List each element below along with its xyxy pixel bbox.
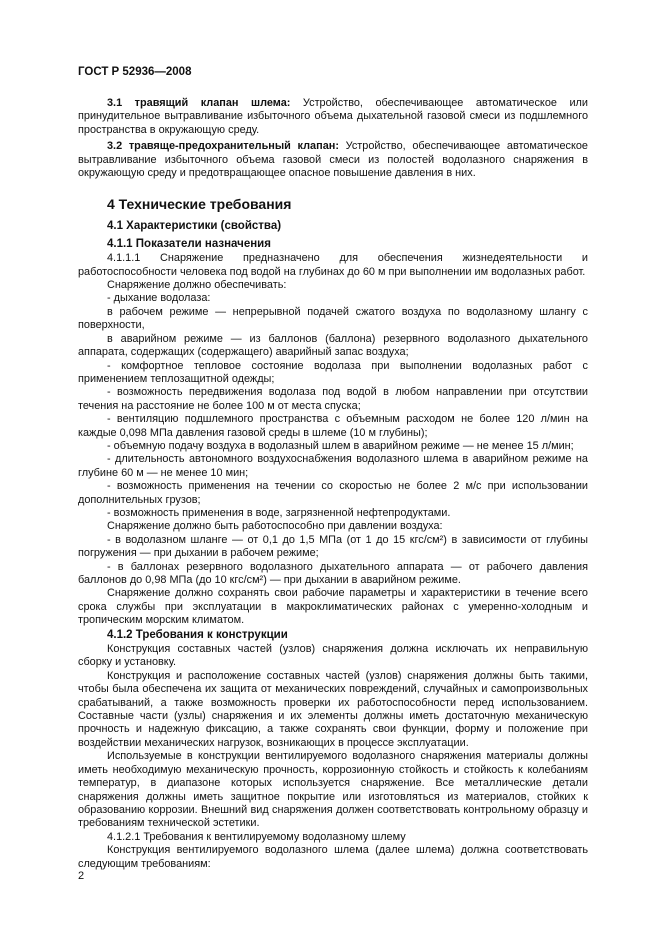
section-heading-4-1: 4.1 Характеристики (свойства) (107, 220, 282, 233)
document-header: ГОСТ Р 52936—2008 (78, 66, 192, 78)
definition-text: Устройство, обеспечивающее автоматическое вытравливание избыточного объема газовой смеси из полостей водолазного снаряжения в окружающую среду и предотвращающее опасное повышение давления в них. (78, 140, 588, 180)
paragraph: - в баллонах резервного водолазного дыхательного аппарата — от рабочего давления баллонов до 0,98 МПа (до 10 кгс/см²) — при дыхании в аварийном режиме. (78, 560, 588, 586)
paragraph: в аварийном режиме — из баллонов (баллона) резервного водолазного дыхательного аппарата, содержащих (содержащего) аварийный запас воздуха; (78, 332, 588, 359)
paragraph: Конструкция вентилируемого водолазного шлема (далее шлема) должна соответствовать следующим требованиям: (78, 844, 588, 870)
paragraph: Снаряжение должно сохранять свои рабочие параметры и характеристики в течение всего срока службы при эксплуатации в макроклиматических районах с умеренно-холодным и тропическим морским климатом. (78, 587, 588, 627)
definition-3-1 (78, 97, 588, 137)
section-heading-4-1-1: 4.1.1 Показатели назначения (107, 237, 271, 250)
paragraph: 4.1.1.1 Снаряжение предназначено для обеспечения жизнедеятельности и работоспособности человека под водой на глубинах до 60 м при выполнении им водолазных работ. (78, 252, 588, 278)
paragraph: Снаряжение должно обеспечивать: (107, 279, 287, 292)
paragraph: - в водолазном шланге — от 0,1 до 1,5 МПа (от 1 до 15 кгс/см²) в зависимости от глубины погружения — при дыхании в рабочем режиме; (78, 533, 588, 560)
document-body (78, 97, 588, 871)
section-4-1-1-paragraphs (78, 252, 588, 627)
section-heading-4: 4 Технические требования (107, 196, 292, 213)
paragraph: - длительность автономного воздухоснабжения водолазного шлема в аварийном режиме на глубине 60 м — не менее 10 мин; (78, 453, 588, 479)
paragraph: - возможность передвижения водолаза под водой в любом направлении при отсутствии течения на расстояние не более 100 м от места спуска; (78, 386, 588, 412)
paragraph: Конструкция составных частей (узлов) снаряжения должна исключать их неправильную сборку и установку. (78, 643, 588, 669)
definition-term: 3.1 травящий клапан шлема: (107, 97, 291, 109)
paragraph: - возможность применения в воде, загрязненной нефтепродуктами. (107, 506, 451, 519)
paragraph: 4.1.2.1 Требования к вентилируемому водолазному шлему (107, 830, 406, 843)
page-number: 2 (78, 870, 85, 882)
paragraph: Снаряжение должно быть работоспособно при давлении воздуха: (107, 520, 443, 533)
paragraph: Конструкция и расположение составных частей (узлов) снаряжения должны быть такими, чтобы была обеспечена их защита от механических повреждений, случайных и самопроизвольных срабатываний, а также возможность проверки их работоспособности перед использованием. Составные части (узлы) снаряжения и их элементы должны иметь достаточную механическую прочность и надежную фиксацию, а также сохранять свои функции, форму и положение при воздействии механических нагрузок, возникающих в процессе эксплуатации. (78, 669, 588, 749)
definition-3-2 (78, 140, 588, 180)
paragraph: - вентиляцию подшлемного пространства с объемным расходом не более 120 л/мин на каждые 0,098 МПа давления газовой среды в шлеме (10 м глубины); (78, 413, 588, 439)
paragraph: в рабочем режиме — непрерывной подачей сжатого воздуха по водолазному шлангу с поверхности, (78, 305, 588, 332)
paragraph: - комфортное тепловое состояние водолаза при выполнении водолазных работ с применением теплозащитной одежды; (78, 359, 588, 385)
section-heading-4-1-2: 4.1.2 Требования к конструкции (107, 628, 288, 641)
section-4-1-2-paragraphs (78, 643, 588, 871)
paragraph: - возможность применения на течении со скоростью не более 2 м/с при использовании дополнительных грузов; (78, 480, 588, 506)
paragraph: - дыхание водолаза: (107, 292, 211, 305)
paragraph: - объемную подачу воздуха в водолазный шлем в аварийном режиме — не менее 15 л/мин; (107, 439, 574, 452)
paragraph: Используемые в конструкции вентилируемого водолазного снаряжения материалы должны иметь необходимую механическую прочность, коррозионную стойкость и стойкость к колебаниям температур, в диапазоне которых используется снаряжение. Все металлические детали снаряжения должны иметь защитное покрытие или изготовляться из материалов, стойких к образованию коррозии. Внешний вид снаряжения должен соответствовать контрольному образцу и требованиям технической эстетики. (78, 750, 588, 830)
definition-text: Устройство, обеспечивающее автоматическое или принудительное вытравливание избыточного объема дыхательной газовой смеси из подшлемного пространства в окружающую среду. (78, 97, 588, 136)
definition-term: 3.2 травяще-предохранительный клапан: (107, 140, 339, 153)
